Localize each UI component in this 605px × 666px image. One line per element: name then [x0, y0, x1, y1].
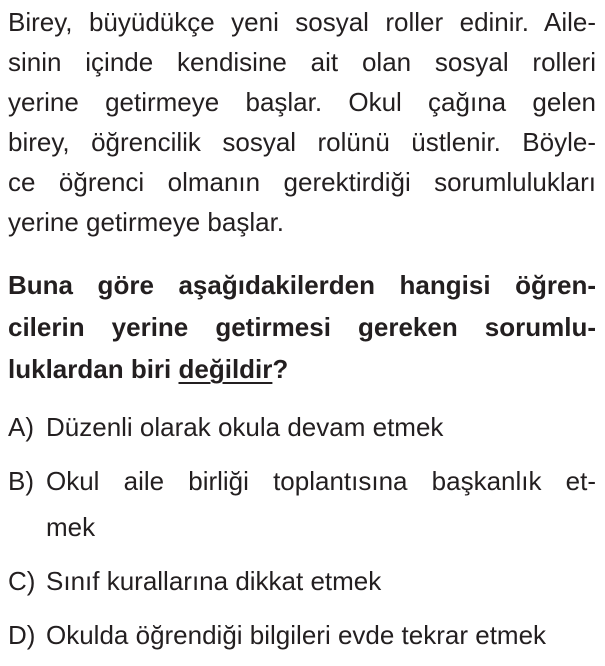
option-c[interactable] — [8, 558, 596, 604]
negation-emphasis: değildir — [178, 354, 273, 384]
question-page — [8, 2, 596, 666]
question-line — [8, 348, 596, 390]
passage-line: yerine getirmeye başlar. Okul çağına gelen — [8, 87, 596, 117]
passage-line: ce öğrenci olmanın gerektirdiği sorumlulukları — [8, 167, 596, 197]
option-text: Okulda öğrendiği bilgileri evde tekrar etmek — [46, 620, 547, 650]
option-letter: C) — [8, 566, 36, 596]
option-letter: D) — [8, 620, 36, 650]
option-d[interactable] — [8, 612, 596, 658]
option-a[interactable] — [8, 404, 596, 450]
option-text: Düzenli olarak okula devam etmek — [46, 412, 444, 442]
passage-line: yerine getirmeye başlar. — [8, 207, 285, 237]
question-line: Buna göre aşağıdakilerden hangisi öğren- — [8, 270, 596, 300]
option-b[interactable] — [8, 458, 596, 550]
passage-line: Birey, büyüdükçe yeni sosyal roller edinir. Aile- — [8, 7, 596, 37]
passage-text — [8, 2, 596, 242]
answer-options — [8, 404, 596, 658]
option-letter: B) — [8, 466, 34, 496]
question-mark: ? — [272, 354, 289, 384]
passage-line: birey, öğrencilik sosyal rolünü üstlenir. Böyle- — [8, 127, 596, 157]
option-text-continued: mek — [46, 512, 96, 542]
question-line: cilerin yerine getirmesi gereken sorumlu- — [8, 312, 596, 342]
passage-line: sinin içinde kendisine ait olan sosyal rolleri — [8, 47, 596, 77]
option-text: Okul aile birliği toplantısına başkanlık et- — [46, 466, 596, 496]
option-text: Sınıf kurallarına dikkat etmek — [46, 566, 382, 596]
option-letter: A) — [8, 412, 34, 442]
question-stem — [8, 264, 596, 390]
question-line-prefix: luklardan biri — [8, 354, 179, 384]
